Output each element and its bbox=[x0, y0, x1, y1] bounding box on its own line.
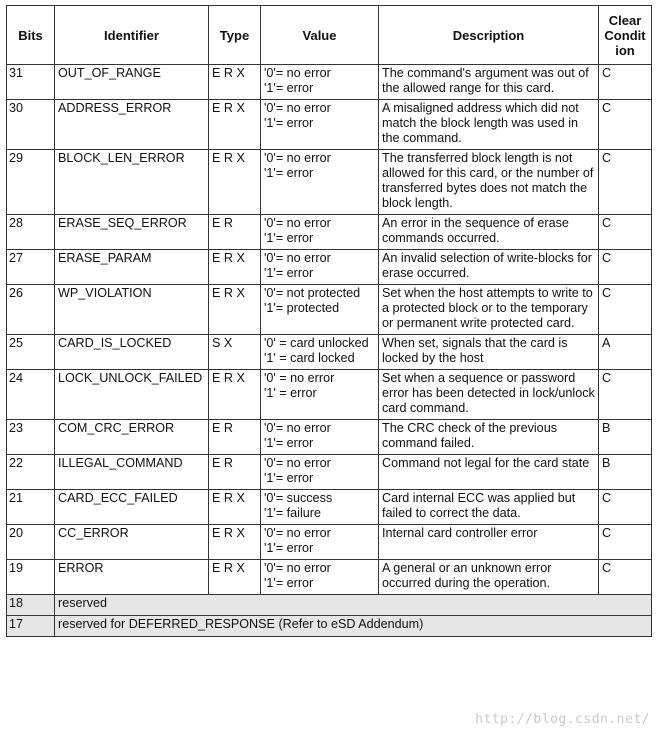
type-cell: E R X bbox=[209, 370, 261, 420]
type-cell: E R X bbox=[209, 150, 261, 215]
identifier-cell: BLOCK_LEN_ERROR bbox=[55, 150, 209, 215]
table-header-row bbox=[7, 6, 652, 65]
bit-number: 24 bbox=[7, 370, 55, 420]
value-cell: '0' = no error '1' = error bbox=[261, 370, 379, 420]
type-cell: E R X bbox=[209, 285, 261, 335]
description-cell: The transferred block length is not allowed for this card, or the number of transferred bytes does not match the block length. bbox=[379, 150, 599, 215]
header-type: Type bbox=[209, 6, 261, 65]
description-cell: Command not legal for the card state bbox=[379, 455, 599, 490]
clear-condition-cell: B bbox=[599, 420, 652, 455]
description-cell: When set, signals that the card is locked by the host bbox=[379, 335, 599, 370]
identifier-cell: ERROR bbox=[55, 560, 209, 595]
clear-condition-cell: A bbox=[599, 335, 652, 370]
clear-condition-cell: C bbox=[599, 490, 652, 525]
clear-condition-cell: C bbox=[599, 150, 652, 215]
value-cell: '0'= success '1'= failure bbox=[261, 490, 379, 525]
type-cell: E R X bbox=[209, 100, 261, 150]
identifier-cell: CARD_IS_LOCKED bbox=[55, 335, 209, 370]
value-cell: '0'= no error '1'= error bbox=[261, 525, 379, 560]
header-clear-condition: Clear Condit ion bbox=[599, 6, 652, 65]
clear-condition-cell: C bbox=[599, 100, 652, 150]
bit-number: 31 bbox=[7, 65, 55, 100]
type-cell: E R X bbox=[209, 560, 261, 595]
clear-condition-cell: C bbox=[599, 65, 652, 100]
table-row bbox=[7, 250, 652, 285]
type-cell: E R bbox=[209, 420, 261, 455]
value-cell: '0' = card unlocked '1' = card locked bbox=[261, 335, 379, 370]
type-cell: E R X bbox=[209, 490, 261, 525]
identifier-cell: CARD_ECC_FAILED bbox=[55, 490, 209, 525]
bit-number: 25 bbox=[7, 335, 55, 370]
description-cell: Card internal ECC was applied but failed to correct the data. bbox=[379, 490, 599, 525]
value-cell: '0'= no error '1'= error bbox=[261, 420, 379, 455]
table-row bbox=[7, 490, 652, 525]
bit-number: 29 bbox=[7, 150, 55, 215]
identifier-cell: ERASE_PARAM bbox=[55, 250, 209, 285]
identifier-cell: CC_ERROR bbox=[55, 525, 209, 560]
header-value: Value bbox=[261, 6, 379, 65]
value-cell: '0'= no error '1'= error bbox=[261, 65, 379, 100]
identifier-cell: LOCK_UNLOCK_FAILED bbox=[55, 370, 209, 420]
identifier-cell: COM_CRC_ERROR bbox=[55, 420, 209, 455]
bit-number: 22 bbox=[7, 455, 55, 490]
bit-number: 28 bbox=[7, 215, 55, 250]
type-cell: E R X bbox=[209, 525, 261, 560]
card-status-table bbox=[6, 5, 652, 637]
description-cell: An error in the sequence of erase commands occurred. bbox=[379, 215, 599, 250]
table-row bbox=[7, 215, 652, 250]
table-row bbox=[7, 370, 652, 420]
value-cell: '0'= no error '1'= error bbox=[261, 150, 379, 215]
clear-condition-cell: C bbox=[599, 215, 652, 250]
description-cell: Set when a sequence or password error has been detected in lock/unlock card command. bbox=[379, 370, 599, 420]
header-identifier: Identifier bbox=[55, 6, 209, 65]
type-cell: S X bbox=[209, 335, 261, 370]
type-cell: E R X bbox=[209, 65, 261, 100]
bit-number: 23 bbox=[7, 420, 55, 455]
clear-condition-cell: C bbox=[599, 250, 652, 285]
bit-number: 30 bbox=[7, 100, 55, 150]
table-row bbox=[7, 525, 652, 560]
table-row bbox=[7, 100, 652, 150]
watermark: http://blog.csdn.net/ bbox=[475, 712, 650, 727]
type-cell: E R bbox=[209, 455, 261, 490]
header-description: Description bbox=[379, 6, 599, 65]
identifier-cell: ILLEGAL_COMMAND bbox=[55, 455, 209, 490]
clear-condition-cell: B bbox=[599, 455, 652, 490]
value-cell: '0'= not protected '1'= protected bbox=[261, 285, 379, 335]
clear-condition-cell: C bbox=[599, 285, 652, 335]
clear-condition-cell: C bbox=[599, 370, 652, 420]
header-bits: Bits bbox=[7, 6, 55, 65]
bit-number: 26 bbox=[7, 285, 55, 335]
identifier-cell: ERASE_SEQ_ERROR bbox=[55, 215, 209, 250]
identifier-cell: WP_VIOLATION bbox=[55, 285, 209, 335]
bit-number: 17 bbox=[7, 616, 55, 637]
value-cell: '0'= no error '1'= error bbox=[261, 250, 379, 285]
table-row bbox=[7, 455, 652, 490]
description-cell: An invalid selection of write-blocks for erase occurred. bbox=[379, 250, 599, 285]
description-cell: The command's argument was out of the allowed range for this card. bbox=[379, 65, 599, 100]
description-cell: Set when the host attempts to write to a protected block or to the temporary or permanent write protected card. bbox=[379, 285, 599, 335]
reserved-text: reserved bbox=[55, 595, 652, 616]
bit-number: 21 bbox=[7, 490, 55, 525]
identifier-cell: OUT_OF_RANGE bbox=[55, 65, 209, 100]
bit-number: 18 bbox=[7, 595, 55, 616]
value-cell: '0'= no error '1'= error bbox=[261, 100, 379, 150]
table-row bbox=[7, 335, 652, 370]
reserved-text: reserved for DEFERRED_RESPONSE (Refer to eSD Addendum) bbox=[55, 616, 652, 637]
description-cell: The CRC check of the previous command failed. bbox=[379, 420, 599, 455]
reserved-row bbox=[7, 595, 652, 616]
table-row bbox=[7, 150, 652, 215]
description-cell: Internal card controller error bbox=[379, 525, 599, 560]
identifier-cell: ADDRESS_ERROR bbox=[55, 100, 209, 150]
type-cell: E R bbox=[209, 215, 261, 250]
type-cell: E R X bbox=[209, 250, 261, 285]
table-row bbox=[7, 560, 652, 595]
clear-condition-cell: C bbox=[599, 560, 652, 595]
value-cell: '0'= no error '1'= error bbox=[261, 560, 379, 595]
description-cell: A general or an unknown error occurred during the operation. bbox=[379, 560, 599, 595]
clear-condition-cell: C bbox=[599, 525, 652, 560]
table-row bbox=[7, 420, 652, 455]
description-cell: A misaligned address which did not match the block length was used in the command. bbox=[379, 100, 599, 150]
table-row bbox=[7, 285, 652, 335]
reserved-row bbox=[7, 616, 652, 637]
value-cell: '0'= no error '1'= error bbox=[261, 455, 379, 490]
value-cell: '0'= no error '1'= error bbox=[261, 215, 379, 250]
bit-number: 27 bbox=[7, 250, 55, 285]
table-row bbox=[7, 65, 652, 100]
bit-number: 19 bbox=[7, 560, 55, 595]
bit-number: 20 bbox=[7, 525, 55, 560]
